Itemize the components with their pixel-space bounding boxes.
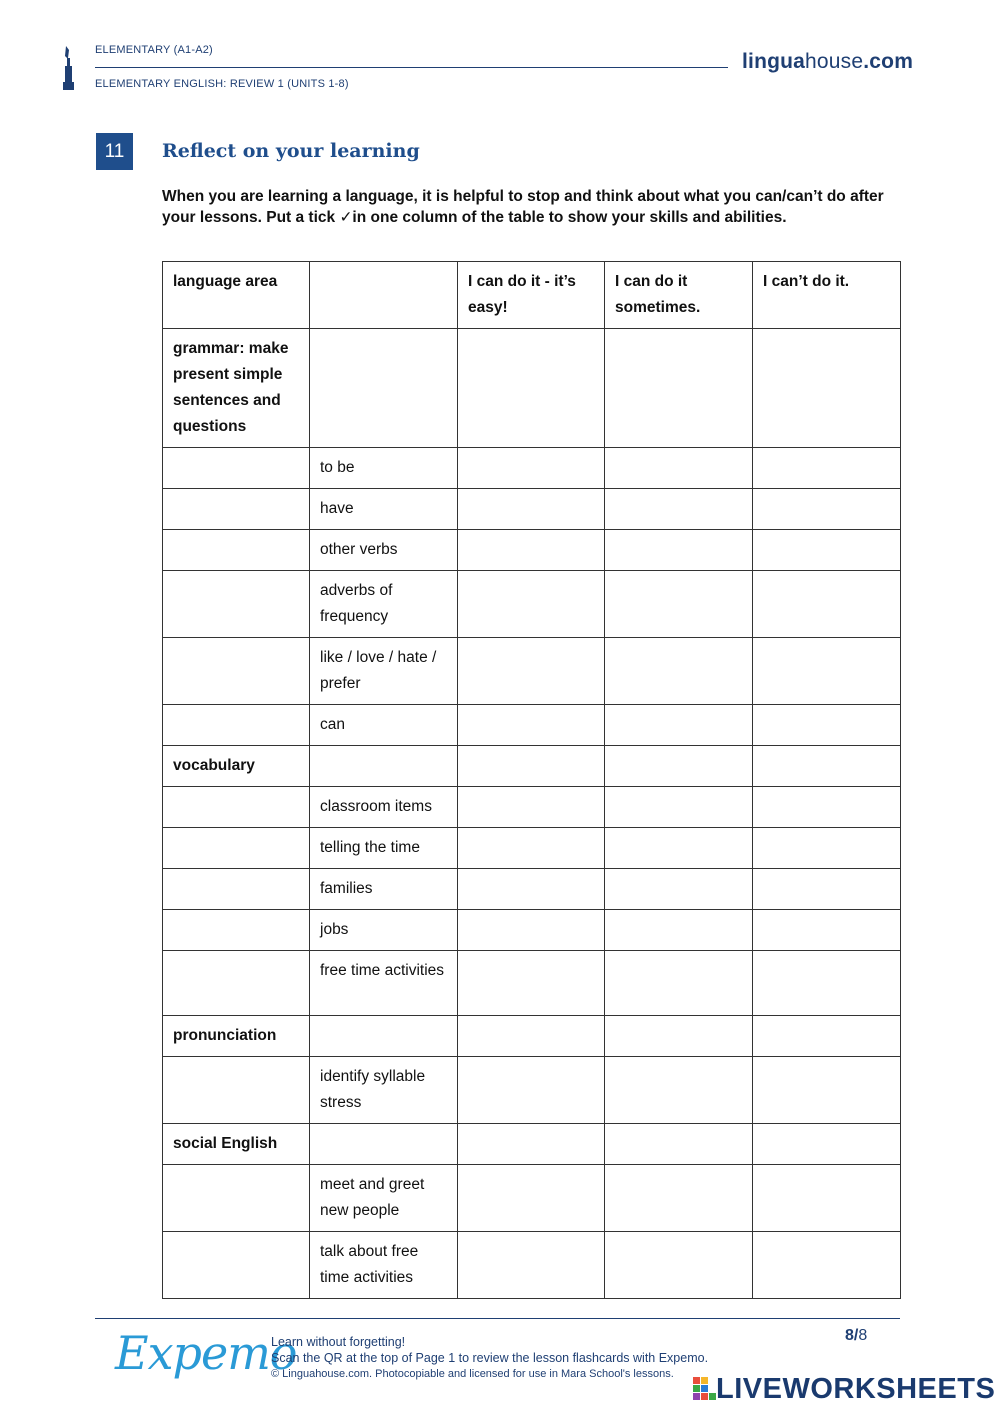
tick-cell-sometimes[interactable] bbox=[605, 1057, 753, 1124]
page-number: 8/8 bbox=[845, 1327, 868, 1344]
topic-cell: can bbox=[310, 705, 458, 746]
tick-cell-easy[interactable] bbox=[458, 530, 605, 571]
topic-cell bbox=[310, 1124, 458, 1165]
tick-cell-cannot[interactable] bbox=[753, 1165, 901, 1232]
tick-cell-sometimes[interactable] bbox=[605, 638, 753, 705]
language-area-cell bbox=[163, 448, 310, 489]
language-area-cell bbox=[163, 869, 310, 910]
table-header-row bbox=[163, 262, 901, 329]
header-topic bbox=[310, 262, 458, 329]
tick-cell-cannot[interactable] bbox=[753, 705, 901, 746]
tick-cell-sometimes[interactable] bbox=[605, 787, 753, 828]
tick-cell-easy[interactable] bbox=[458, 828, 605, 869]
tick-cell-easy[interactable] bbox=[458, 746, 605, 787]
language-area-cell bbox=[163, 1232, 310, 1299]
tick-cell-cannot[interactable] bbox=[753, 746, 901, 787]
topic-cell: identify syllable stress bbox=[310, 1057, 458, 1124]
header-cannot: I can’t do it. bbox=[753, 262, 901, 329]
topic-cell bbox=[310, 746, 458, 787]
tick-cell-sometimes[interactable] bbox=[605, 448, 753, 489]
tick-cell-sometimes[interactable] bbox=[605, 910, 753, 951]
tick-cell-cannot[interactable] bbox=[753, 571, 901, 638]
tick-cell-cannot[interactable] bbox=[753, 1124, 901, 1165]
tick-cell-cannot[interactable] bbox=[753, 828, 901, 869]
footer-tagline: Learn without forgetting! bbox=[271, 1335, 406, 1349]
tick-cell-cannot[interactable] bbox=[753, 530, 901, 571]
tick-cell-easy[interactable] bbox=[458, 1057, 605, 1124]
tick-cell-sometimes[interactable] bbox=[605, 705, 753, 746]
table-row bbox=[163, 951, 901, 1016]
tick-cell-easy[interactable] bbox=[458, 1124, 605, 1165]
section-number: 11 bbox=[96, 133, 133, 170]
tick-cell-cannot[interactable] bbox=[753, 489, 901, 530]
topic-cell: families bbox=[310, 869, 458, 910]
table-row bbox=[163, 869, 901, 910]
language-area-cell bbox=[163, 489, 310, 530]
topic-cell: telling the time bbox=[310, 828, 458, 869]
language-area-cell: social English bbox=[163, 1124, 310, 1165]
table-row bbox=[163, 746, 901, 787]
table-row bbox=[163, 489, 901, 530]
tick-cell-cannot[interactable] bbox=[753, 1016, 901, 1057]
liveworksheets-watermark: LIVEWORKSHEETS bbox=[716, 1373, 996, 1405]
language-area-cell bbox=[163, 787, 310, 828]
tick-cell-easy[interactable] bbox=[458, 329, 605, 448]
reflection-table bbox=[162, 261, 901, 1299]
topic-cell: to be bbox=[310, 448, 458, 489]
table-row bbox=[163, 571, 901, 638]
tick-cell-sometimes[interactable] bbox=[605, 869, 753, 910]
statue-of-liberty-icon bbox=[60, 46, 78, 90]
table-row bbox=[163, 705, 901, 746]
tick-cell-cannot[interactable] bbox=[753, 329, 901, 448]
tick-cell-sometimes[interactable] bbox=[605, 1232, 753, 1299]
topic-cell bbox=[310, 1016, 458, 1057]
tick-cell-cannot[interactable] bbox=[753, 1057, 901, 1124]
table-row bbox=[163, 910, 901, 951]
table-row bbox=[163, 787, 901, 828]
tick-cell-sometimes[interactable] bbox=[605, 530, 753, 571]
table-row bbox=[163, 448, 901, 489]
tick-cell-sometimes[interactable] bbox=[605, 746, 753, 787]
tick-cell-cannot[interactable] bbox=[753, 787, 901, 828]
table-row bbox=[163, 1016, 901, 1057]
footer-divider bbox=[95, 1318, 900, 1319]
language-area-cell bbox=[163, 1165, 310, 1232]
language-area-cell bbox=[163, 638, 310, 705]
tick-cell-easy[interactable] bbox=[458, 1232, 605, 1299]
language-area-cell: grammar: make present simple sentences and questions bbox=[163, 329, 310, 448]
tick-cell-cannot[interactable] bbox=[753, 448, 901, 489]
topic-cell: classroom items bbox=[310, 787, 458, 828]
language-area-cell bbox=[163, 910, 310, 951]
liveworksheets-icon bbox=[693, 1377, 717, 1401]
topic-cell: talk about free time activities bbox=[310, 1232, 458, 1299]
linguahouse-logo[interactable]: linguahouse.com bbox=[742, 50, 914, 73]
table-row bbox=[163, 1165, 901, 1232]
table-row bbox=[163, 828, 901, 869]
header-easy: I can do it - it’s easy! bbox=[458, 262, 605, 329]
language-area-cell bbox=[163, 530, 310, 571]
tick-cell-sometimes[interactable] bbox=[605, 828, 753, 869]
header-sometimes: I can do it sometimes. bbox=[605, 262, 753, 329]
tick-cell-sometimes[interactable] bbox=[605, 1124, 753, 1165]
tick-cell-cannot[interactable] bbox=[753, 638, 901, 705]
tick-cell-sometimes[interactable] bbox=[605, 951, 753, 1016]
table-row bbox=[163, 329, 901, 448]
tick-cell-easy[interactable] bbox=[458, 489, 605, 530]
instructions: When you are learning a language, it is helpful to stop and think about what you can/can’t do after your lessons. Put a tick ✓in one column of the table to show your skills and abilities. bbox=[162, 188, 884, 226]
tick-cell-easy[interactable] bbox=[458, 1016, 605, 1057]
table-row bbox=[163, 638, 901, 705]
language-area-cell bbox=[163, 705, 310, 746]
tick-cell-sometimes[interactable] bbox=[605, 489, 753, 530]
topic-cell: have bbox=[310, 489, 458, 530]
footer-scan-text: Scan the QR at the top of Page 1 to review the lesson flashcards with Expemo. bbox=[271, 1351, 709, 1365]
topic-cell: like / love / hate / prefer bbox=[310, 638, 458, 705]
course-level: ELEMENTARY (A1-A2) bbox=[95, 44, 213, 56]
table-row bbox=[163, 1124, 901, 1165]
section-title: Reflect on your learning bbox=[162, 140, 420, 162]
topic-cell: meet and greet new people bbox=[310, 1165, 458, 1232]
tick-cell-easy[interactable] bbox=[458, 705, 605, 746]
tick-cell-sometimes[interactable] bbox=[605, 571, 753, 638]
tick-cell-easy[interactable] bbox=[458, 638, 605, 705]
tick-cell-sometimes[interactable] bbox=[605, 1165, 753, 1232]
table-row bbox=[163, 1057, 901, 1124]
tick-cell-easy[interactable] bbox=[458, 1165, 605, 1232]
topic-cell: free time activities bbox=[310, 951, 458, 1016]
topic-cell: jobs bbox=[310, 910, 458, 951]
language-area-cell bbox=[163, 828, 310, 869]
tick-cell-sometimes[interactable] bbox=[605, 1016, 753, 1057]
table-row bbox=[163, 530, 901, 571]
expemo-logo[interactable]: Expemo bbox=[115, 1326, 297, 1380]
table-row bbox=[163, 1232, 901, 1299]
language-area-cell: vocabulary bbox=[163, 746, 310, 787]
topic-cell bbox=[310, 329, 458, 448]
footer-copyright: © Linguahouse.com. Photocopiable and licensed for use in Mara School's lessons. bbox=[271, 1368, 674, 1380]
language-area-cell: pronunciation bbox=[163, 1016, 310, 1057]
topic-cell: other verbs bbox=[310, 530, 458, 571]
tick-cell-sometimes[interactable] bbox=[605, 329, 753, 448]
tick-cell-cannot[interactable] bbox=[753, 869, 901, 910]
tick-cell-easy[interactable] bbox=[458, 571, 605, 638]
header-language-area: language area bbox=[163, 262, 310, 329]
tick-cell-easy[interactable] bbox=[458, 448, 605, 489]
language-area-cell bbox=[163, 951, 310, 1016]
tick-cell-cannot[interactable] bbox=[753, 1232, 901, 1299]
tick-cell-cannot[interactable] bbox=[753, 910, 901, 951]
tick-cell-easy[interactable] bbox=[458, 910, 605, 951]
course-title: ELEMENTARY ENGLISH: REVIEW 1 (UNITS 1-8) bbox=[95, 78, 349, 90]
tick-cell-cannot[interactable] bbox=[753, 951, 901, 1016]
tick-cell-easy[interactable] bbox=[458, 951, 605, 1016]
language-area-cell bbox=[163, 571, 310, 638]
tick-cell-easy[interactable] bbox=[458, 787, 605, 828]
topic-cell: adverbs of frequency bbox=[310, 571, 458, 638]
language-area-cell bbox=[163, 1057, 310, 1124]
header-divider bbox=[95, 67, 728, 68]
tick-cell-easy[interactable] bbox=[458, 869, 605, 910]
